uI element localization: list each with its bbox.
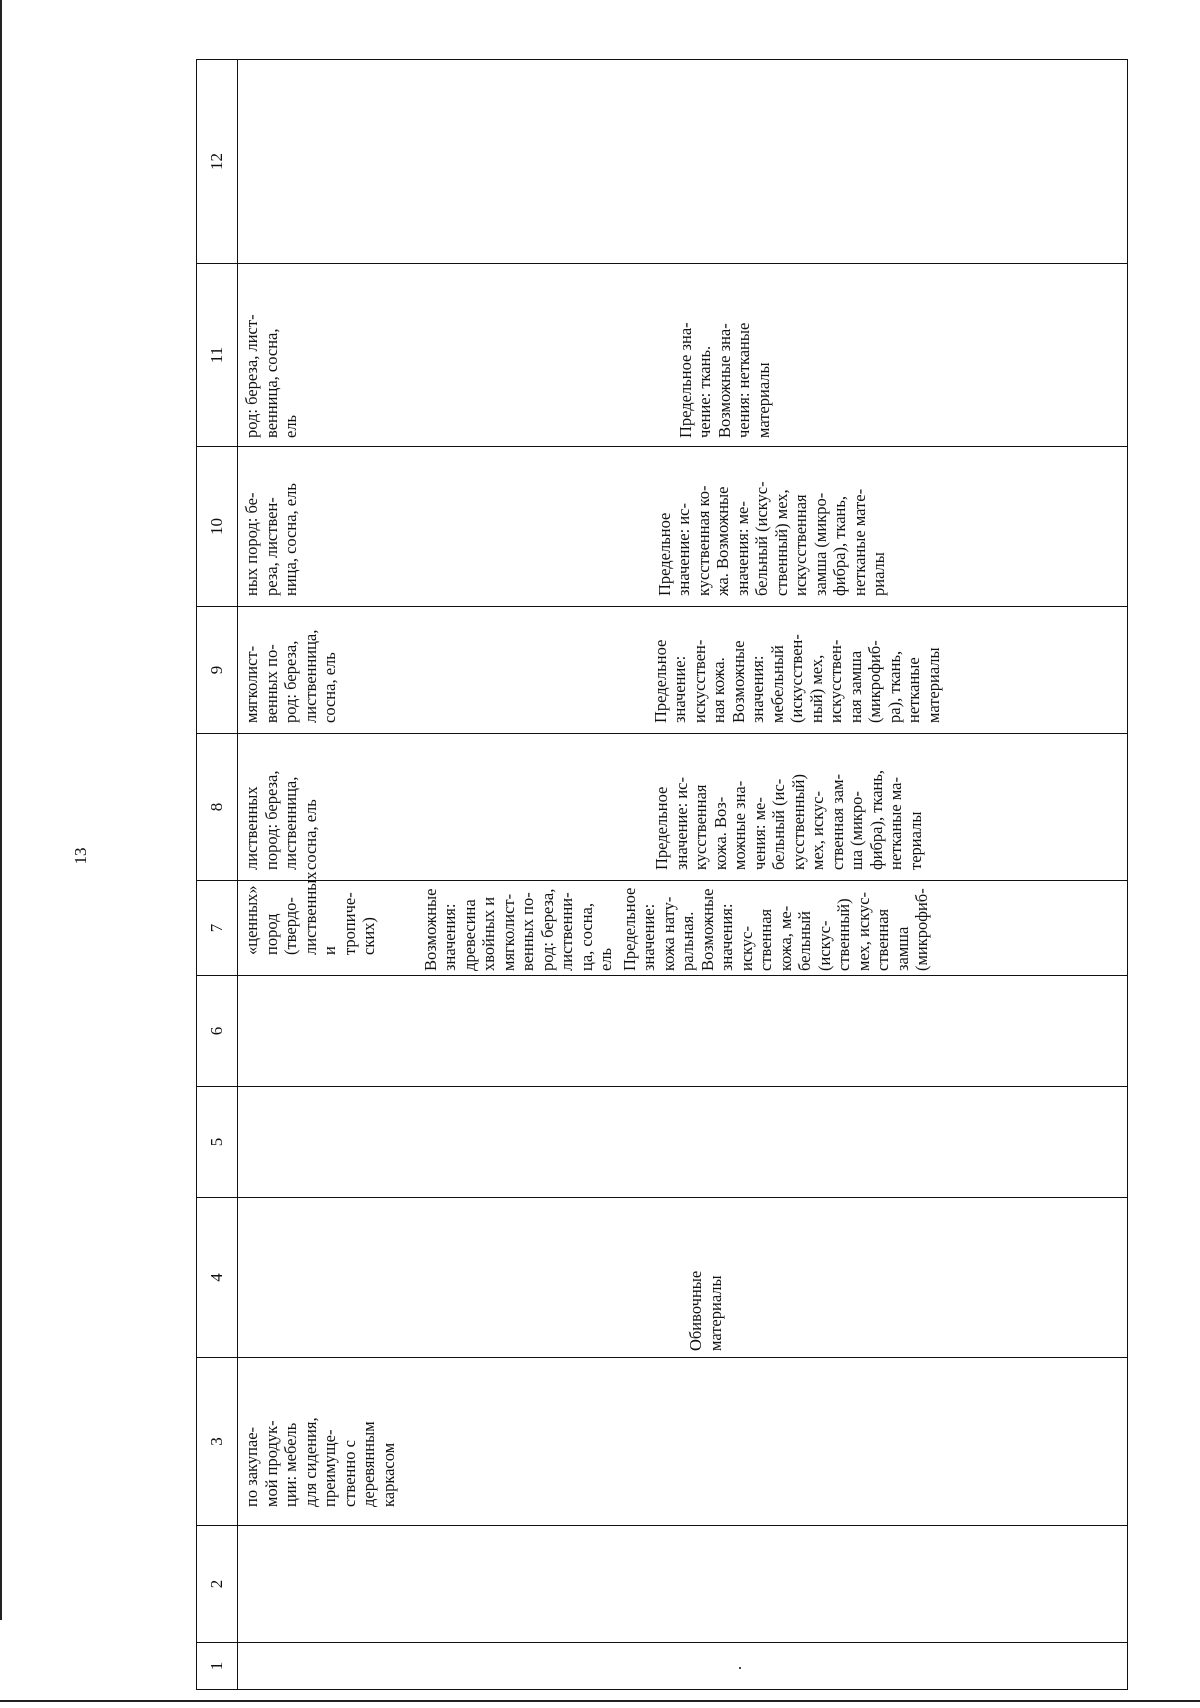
cell-col-7-text-c: Предельное значение: кожа нату- ральная. Возможные значения: искус- ственная кожа, ме- бельный (искус- ственный) мех, искус- ственная замша (микрофиб-	[619, 887, 931, 971]
cell-col-7-text-b: Возможные значения: древесина хвойных и мягколист- венных по- род: береза, лиственни- ца, сосна, ель	[420, 888, 615, 971]
page-number: 13	[71, 847, 90, 865]
header-col-9: 9	[197, 607, 238, 734]
header-col-10: 10	[197, 447, 238, 607]
cell-col-9	[238, 607, 1128, 734]
cell-col-6	[238, 976, 1128, 1087]
cell-col-11-text-a: род: береза, лист- венница, сосна, ель	[242, 314, 300, 438]
cell-col-1	[238, 1643, 1128, 1690]
cell-col-2	[238, 1526, 1128, 1643]
table-row	[238, 60, 1128, 1690]
scan-edge-left	[0, 0, 2, 1620]
header-col-4: 4	[197, 1198, 238, 1358]
header-col-2: 2	[197, 1526, 238, 1643]
cell-col-4-text: Обивочные материалы	[686, 1270, 725, 1351]
header-col-12: 12	[197, 60, 238, 264]
cell-col-3	[238, 1358, 1128, 1526]
cell-col-7	[238, 871, 1128, 976]
header-col-11: 11	[197, 264, 238, 447]
cell-col-12	[238, 60, 1128, 264]
scan-edge-bottom	[0, 1700, 1200, 1702]
header-col-1: 1	[197, 1643, 238, 1690]
header-col-5: 5	[197, 1087, 238, 1198]
spec-table-frame	[196, 60, 1128, 1690]
cell-col-5	[238, 1087, 1128, 1198]
header-col-7: 7	[197, 881, 238, 976]
cell-col-9-text-a: мягколист- венных по- род: береза, лиственница, сосна, ель	[242, 629, 339, 723]
cell-col-11	[238, 264, 1128, 447]
table-header-row	[197, 60, 238, 1690]
cell-col-4	[238, 1198, 1128, 1358]
cell-col-10	[238, 447, 1128, 607]
cell-col-8	[238, 734, 1128, 881]
cell-col-7-text-a: «ценных» пород (твердо- лиственных и тропиче- ских)	[242, 871, 378, 955]
header-col-6: 6	[197, 976, 238, 1087]
cell-col-3-text: по закупае- мой продук- ции: мебель для сидения, преимуще- ственно с деревянным каркасом	[242, 1417, 398, 1507]
header-col-8: 8	[197, 734, 238, 881]
cell-col-8-text-b: Предельное значение: ис- кусственная кожа. Воз- можные зна- чения: ме- бельный (ис- кусственный) мех, искус- ственная зам- ша (микро- фибра), ткань, нетканые ма- териалы	[652, 769, 925, 870]
cell-col-10-text-b: Предельное значение: ис- кусственная ко- жа. Возможные значения: ме- бельный (искус- ственный) мех, искусственная замша (микро- фибра), ткань, нетканые мате- риалы	[654, 481, 888, 596]
cell-col-11-text-b: Предельное зна- чение: ткань. Возможные зна- чения: нетканые материалы	[675, 322, 773, 438]
cell-col-10-text-a: ных пород: бе- реза, листвен- ница, сосна, ель	[242, 483, 300, 596]
spec-table	[196, 59, 1128, 1690]
spec-table-rotated	[196, 60, 1128, 1690]
cell-col-9-text-b: Предельное значение: искусствен- ная кожа. Возможные значения: мебельный (искусствен- ный) мех, искусствен- ная замша (микрофиб- ра), ткань, нетканые материалы	[650, 634, 943, 723]
header-col-3: 3	[197, 1358, 238, 1526]
cell-col-8-text-a: лиственных пород: береза, лиственница, сосна, ель	[242, 770, 320, 870]
